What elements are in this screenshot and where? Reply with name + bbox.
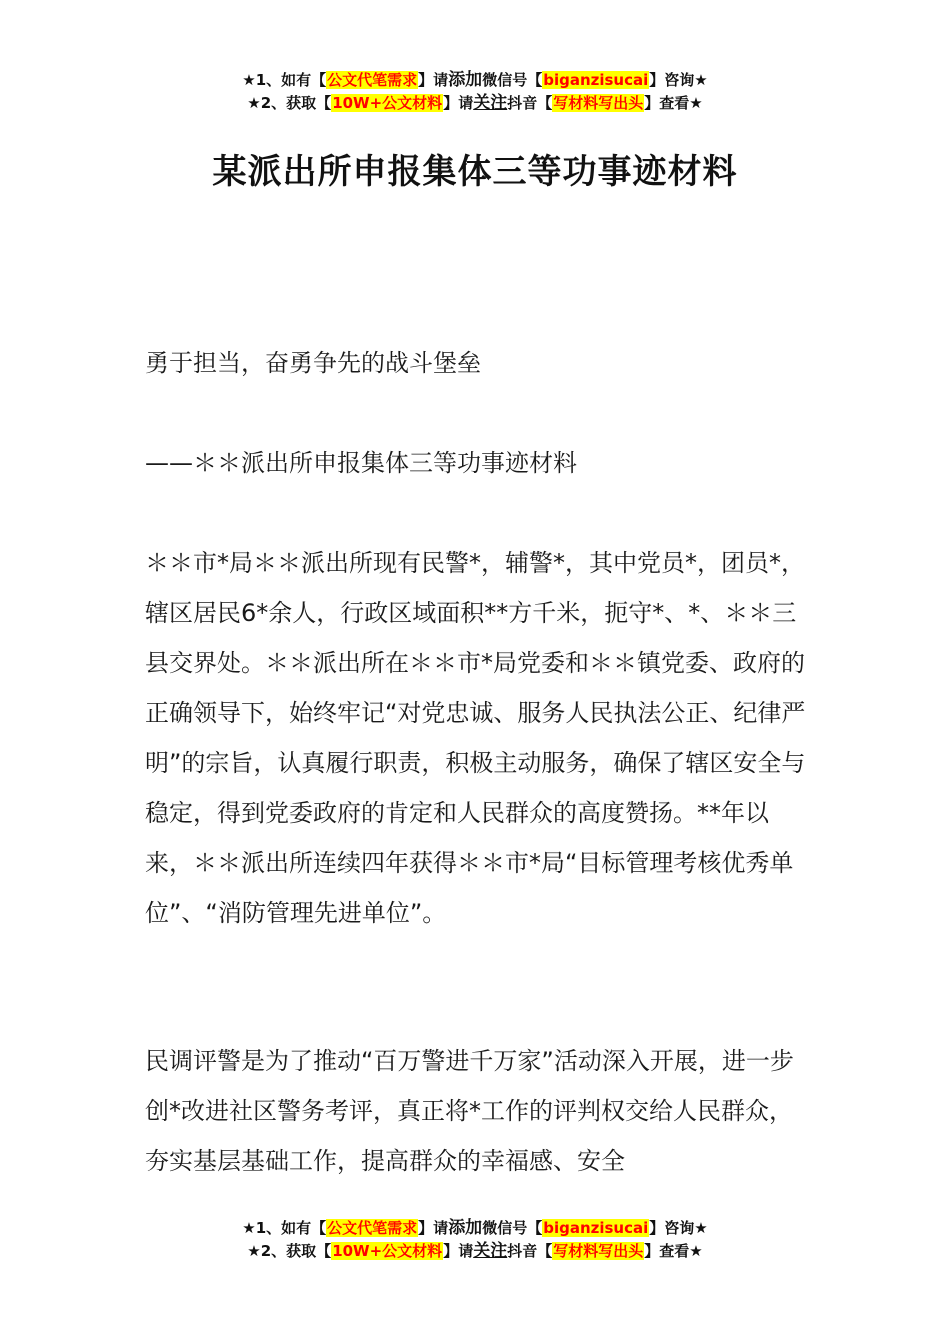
promo-text: ★2、获取【	[247, 1242, 332, 1260]
promo-text: 】咨询★	[649, 71, 708, 89]
promo-banner-top	[0, 69, 950, 115]
promo-highlight: 公文代笔需求	[327, 71, 418, 89]
promo-line-2	[0, 1240, 950, 1263]
promo-text: 】查看★	[644, 1242, 703, 1260]
promo-emphasis: 关注	[473, 1241, 508, 1261]
promo-line-1	[0, 1217, 950, 1240]
promo-text: 抖音【	[507, 1242, 553, 1260]
promo-text: 】请	[443, 1242, 474, 1260]
promo-text: 微信号【	[482, 71, 543, 89]
document-byline: ——＊＊派出所申报集体三等功事迹材料	[145, 449, 577, 477]
promo-text: 】请	[443, 94, 474, 112]
promo-text: ★2、获取【	[247, 94, 332, 112]
promo-highlight: 公文代笔需求	[327, 1219, 418, 1237]
promo-text: 】请	[418, 71, 449, 89]
body-paragraph-1: ＊＊市*局＊＊派出所现有民警*，辅警*，其中党员*，团员*，辖区居民6*余人，行政区域面积**方千米，扼守*、*、＊＊三县交界处。＊＊派出所在＊＊市*局党委和＊＊镇党委、政府的正确领导下，始终牢记“对党忠诚、服务人民执法公正、纪律严明”的宗旨，认真履行职责，积极主动服务，确保了辖区安全与稳定，得到党委政府的肯定和人民群众的高度赞扬。**年以来，＊＊派出所连续四年获得＊＊市*局“目标管理考核优秀单位”、“消防管理先进单位”。	[145, 549, 806, 927]
promo-text: 】咨询★	[649, 1219, 708, 1237]
promo-text: 】请	[418, 1219, 449, 1237]
promo-text: ★1、如有【	[242, 71, 327, 89]
wechat-id-highlight: biganzisucai	[543, 71, 649, 89]
promo-text: 微信号【	[482, 1219, 543, 1237]
promo-emphasis: 添加	[448, 1218, 483, 1238]
promo-emphasis: 关注	[473, 93, 508, 113]
promo-text: ★1、如有【	[242, 1219, 327, 1237]
promo-emphasis: 添加	[448, 70, 483, 90]
wechat-id-highlight: biganzisucai	[543, 1219, 649, 1237]
promo-banner-bottom	[0, 1217, 950, 1263]
promo-highlight: 10W+公文材料	[332, 94, 443, 112]
promo-line-2	[0, 92, 950, 115]
promo-line-1	[0, 69, 950, 92]
promo-text: 】查看★	[644, 94, 703, 112]
document-title: 某派出所申报集体三等功事迹材料	[212, 152, 738, 192]
promo-text: 抖音【	[507, 94, 553, 112]
douyin-id-highlight: 写材料写出头	[553, 1242, 644, 1260]
document-subtitle: 勇于担当，奋勇争先的战斗堡垒	[145, 349, 481, 377]
douyin-id-highlight: 写材料写出头	[553, 94, 644, 112]
body-paragraph-2: 民调评警是为了推动“百万警进千万家”活动深入开展，进一步创*改进社区警务考评，真正将*工作的评判权交给人民群众，夯实基层基础工作，提高群众的幸福感、安全	[145, 1047, 794, 1175]
promo-highlight: 10W+公文材料	[332, 1242, 443, 1260]
